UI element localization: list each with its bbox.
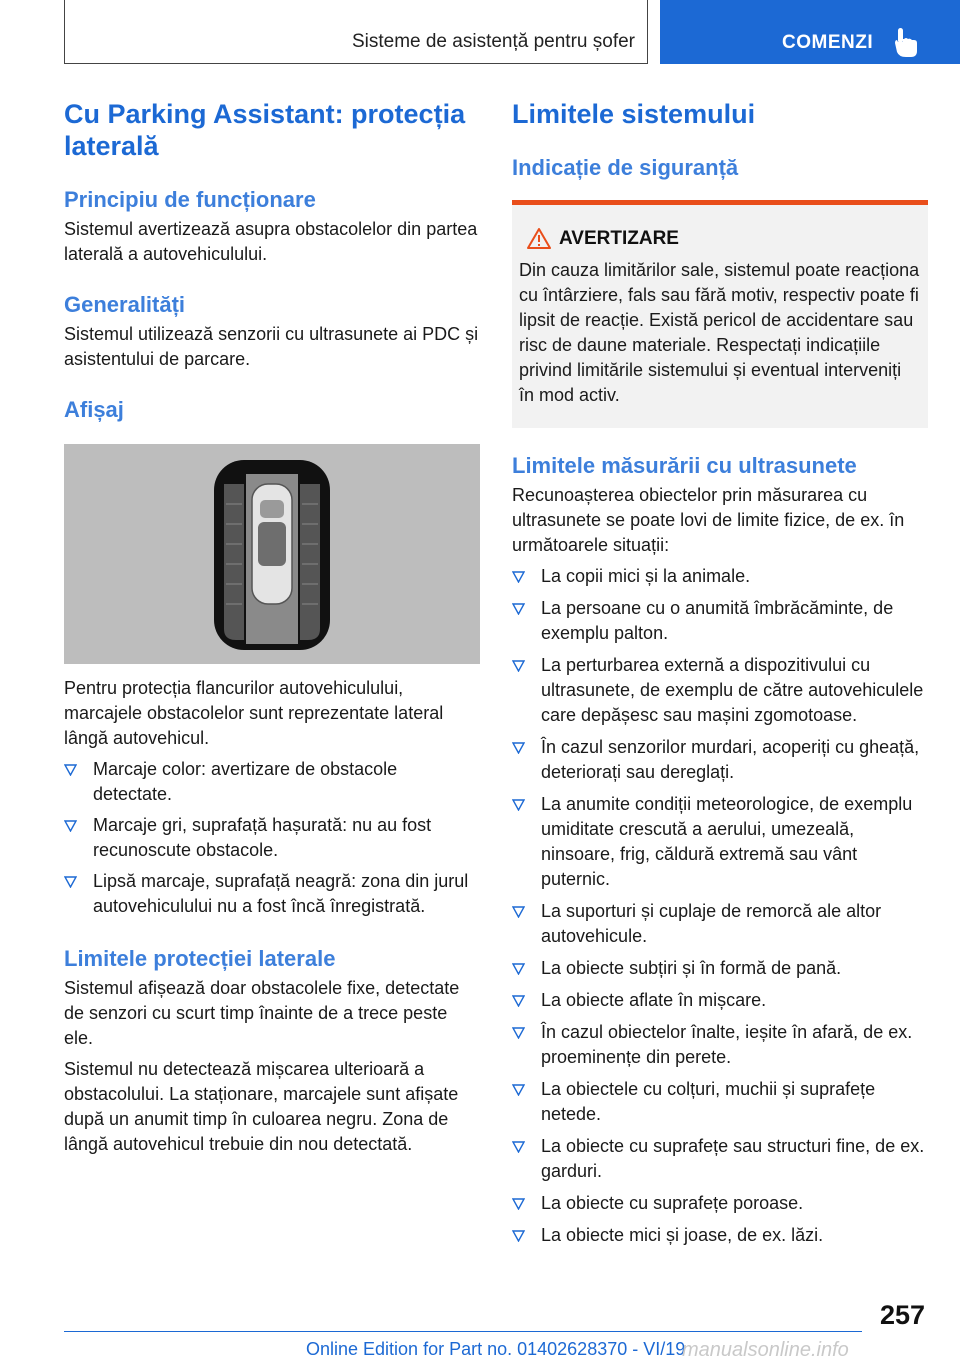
triangle-bullet-icon [64, 876, 77, 888]
display-marking-list [64, 757, 480, 919]
left-column [64, 98, 480, 1157]
principle-text: Sistemul avertizează asupra obstacolelor din partea laterală a autovehiculului. [64, 219, 478, 264]
list-item: Marcaje gri, suprafață hașurată: nu au fost recunoscute obstacole. [64, 813, 480, 863]
list-item: La persoane cu o anumită îmbrăcăminte, de exemplu palton. [512, 596, 928, 646]
list-item: La obiecte subțiri și în formă de pană. [512, 956, 928, 981]
triangle-bullet-icon [512, 742, 525, 754]
warning-label: AVERTIZARE [559, 228, 679, 249]
list-item: La suporturi și cuplaje de remorcă ale altor autovehicule. [512, 899, 928, 949]
list-item: Lipsă marcaje, suprafață neagră: zona din jurul autovehiculului nu a fost încă înregistrată. [64, 869, 480, 919]
header-section-title: Sisteme de asistență pentru șofer [351, 31, 635, 52]
ultrasonic-limits-list [512, 564, 928, 1248]
list-item: În cazul obiectelor înalte, ieșite în afară, de ex. proeminențe din perete. [512, 1020, 928, 1070]
triangle-bullet-icon [512, 660, 525, 672]
list-item: La obiecte cu suprafețe sau structuri fine, de ex. garduri. [512, 1134, 928, 1184]
list-item: În cazul senzorilor murdari, acoperiți cu gheață, deteriorați sau dereglați. [512, 735, 928, 785]
section-title-system-limits: Limitele sistemului [512, 99, 756, 129]
triangle-bullet-icon [512, 1027, 525, 1039]
triangle-bullet-icon [512, 571, 525, 583]
triangle-bullet-icon [512, 799, 525, 811]
limits-text-1: Sistemul afișează doar obstacolele fixe, detectate de senzori cu scurt timp înainte de a trece peste ele. [64, 978, 460, 1048]
triangle-bullet-icon [512, 1230, 525, 1242]
heading-display: Afișaj [64, 397, 124, 422]
limits-text-2: Sistemul nu detectează mișcarea ulterioară a obstacolului. La staționare, marcajele sunt afișate după un anumit timp în culoarea negru. Zona de lângă autovehicul trebuie din nou detectată. [64, 1059, 459, 1154]
car-top-view-illustration [64, 444, 480, 664]
list-item: Marcaje color: avertizare de obstacole detectate. [64, 757, 480, 807]
footer-edition: Online Edition for Part no. 01402628370 - VI/19 [306, 1339, 686, 1359]
right-column [512, 98, 928, 1248]
side-protection-display-image [64, 444, 480, 664]
pointing-hand-icon [892, 26, 920, 58]
list-item: La perturbarea externă a dispozitivului cu ultrasunete, de exemplu de către autovehiculele care depășesc sau mașini zgomotoase. [512, 653, 928, 728]
section-title-side-protection: Cu Parking Assistant: protecția laterală [64, 99, 466, 161]
page-number: 257 [880, 1300, 926, 1330]
header-section-box [64, 0, 648, 64]
triangle-bullet-icon [512, 906, 525, 918]
warning-triangle-icon [527, 227, 551, 249]
ultrasonic-intro: Recunoașterea obiectelor prin măsurarea cu ultrasunete se poate lovi de limite fizice, de ex. în următoarele situații: [512, 485, 905, 555]
list-item: La obiecte mici și joase, de ex. lăzi. [512, 1223, 928, 1248]
list-item: La copii mici și la animale. [512, 564, 928, 589]
list-item: La anumite condiții meteorologice, de exemplu umiditate crescută a aerului, umezeală, ninsoare, frig, căldură extremă sau vânt puternic. [512, 792, 928, 892]
watermark: manualsonline.info [682, 1339, 849, 1361]
footer-divider [64, 1331, 862, 1332]
heading-side-protection-limits: Limitele protecției laterale [64, 946, 336, 971]
triangle-bullet-icon [512, 603, 525, 615]
display-text: Pentru protecția flancurilor autovehiculului, marcajele obstacolelor sunt reprezentate lateral lângă autovehicul. [64, 678, 444, 748]
heading-general: Generalități [64, 292, 186, 317]
header-chapter-tab[interactable] [660, 0, 960, 64]
triangle-bullet-icon [64, 764, 77, 776]
triangle-bullet-icon [512, 1141, 525, 1153]
triangle-bullet-icon [512, 1198, 525, 1210]
heading-ultrasonic-limits: Limitele măsurării cu ultrasunete [512, 453, 857, 478]
triangle-bullet-icon [64, 820, 77, 832]
warning-heading [519, 227, 920, 251]
list-item: La obiectele cu colțuri, muchii și suprafețe netede. [512, 1077, 928, 1127]
header-chapter-label: COMENZI [782, 32, 874, 53]
triangle-bullet-icon [512, 995, 525, 1007]
general-text: Sistemul utilizează senzorii cu ultrasunete ai PDC și asistentului de parcare. [64, 324, 479, 369]
heading-principle: Principiu de funcționare [64, 187, 316, 212]
list-item: La obiecte cu suprafețe poroase. [512, 1191, 928, 1216]
warning-text: Din cauza limitărilor sale, sistemul poate reacționa cu întârziere, fals sau fără motiv, respectiv poate fi lipsit de reacție. Există pericol de accidentare sau risc de daune materiale. Respectați indicațiile privind limitările sistemului și eventual interveniți în mod activ. [519, 260, 920, 405]
warning-box [512, 200, 928, 428]
triangle-bullet-icon [512, 963, 525, 975]
triangle-bullet-icon [512, 1084, 525, 1096]
heading-safety-note: Indicație de siguranță [512, 155, 739, 180]
list-item: La obiecte aflate în mișcare. [512, 988, 928, 1013]
